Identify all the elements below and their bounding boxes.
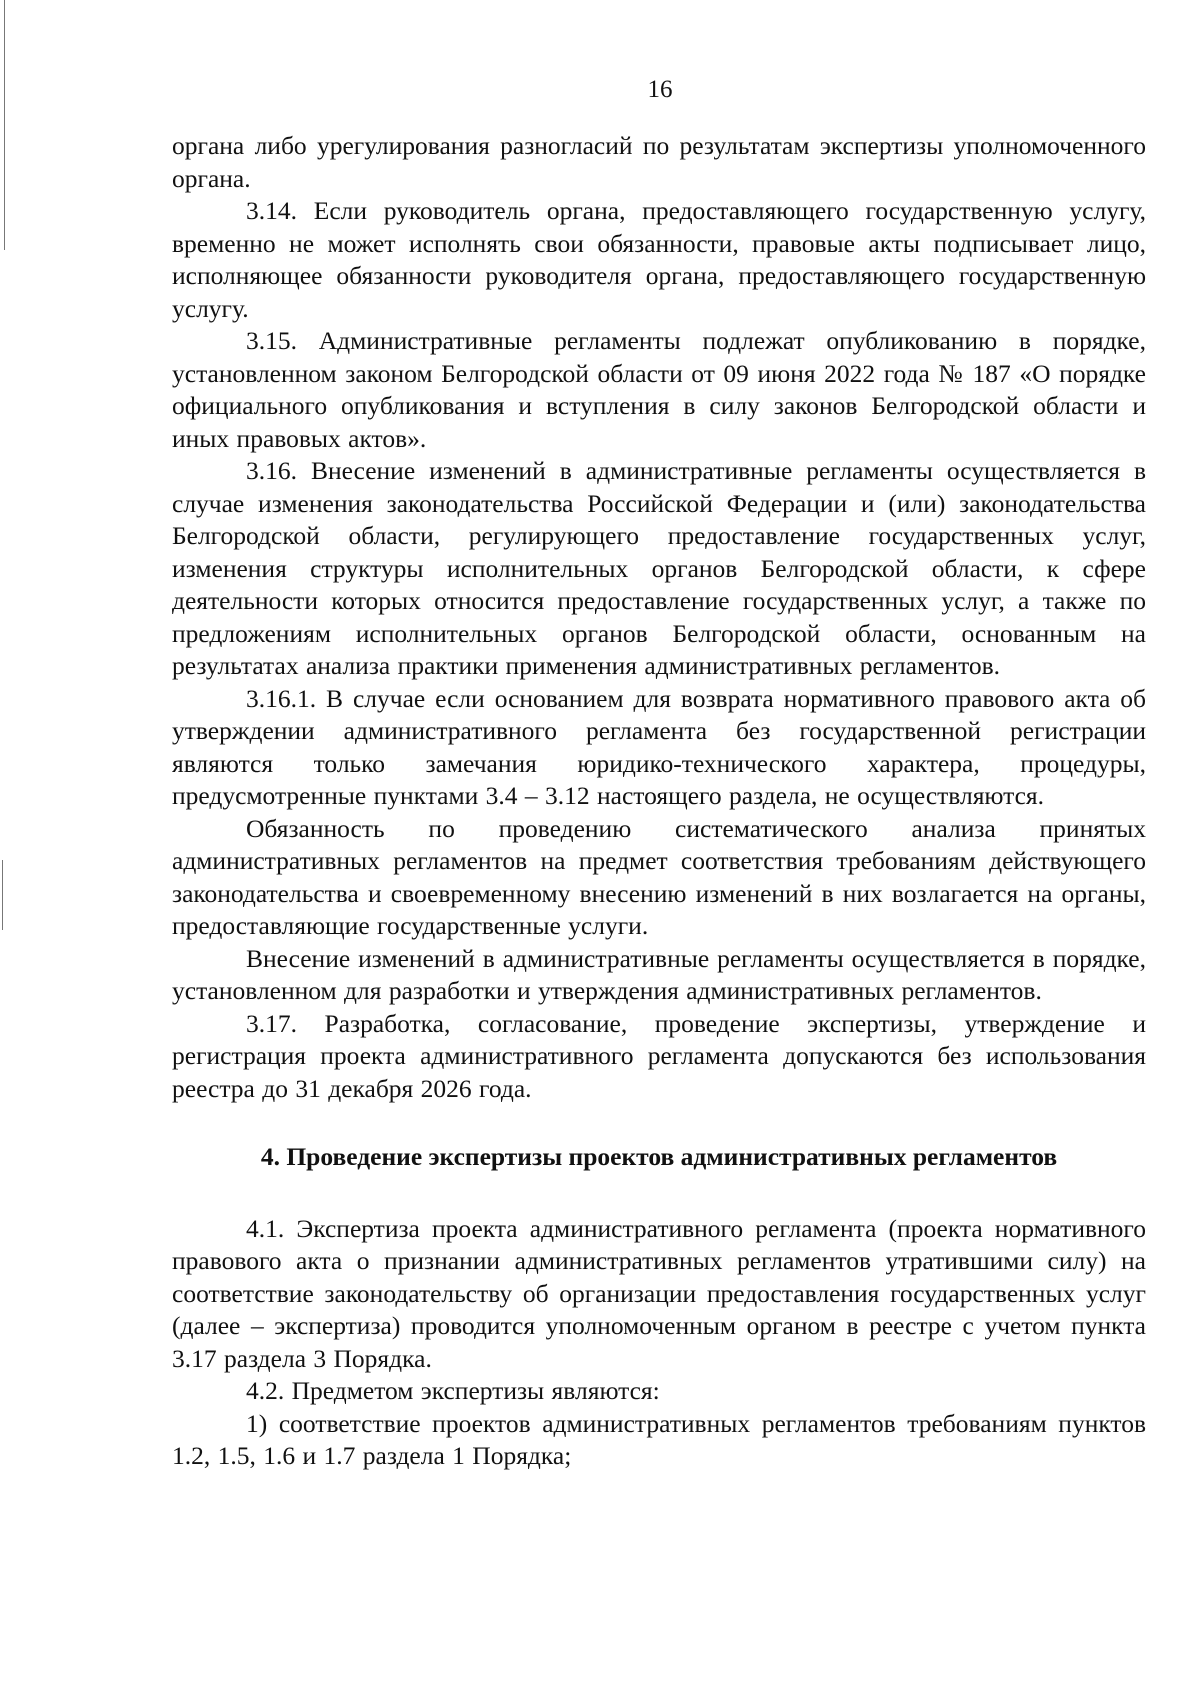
paragraph-3-14: 3.14. Если руководитель органа, предоставляющего государственную услугу, временно не может исполнять свои обязанности, правовые акты подписывает лицо, исполняющее обязанности руководителя органа, предоставляющего государственную услугу. — [172, 196, 1146, 323]
paragraph-3-16: 3.16. Внесение изменений в административные регламенты осуществляется в случае изменения законодательства Российской Федерации и (или) законодательства Белгородской области, регулирующего предоставление государственных услуг, изменения структуры исполнительных органов Белгородской области, к сфере деятельности которых относится предоставление государственных услуг, а также по предложениям исполнительных органов Белгородской области, основанным на результатах анализа практики применения административных регламентов. — [172, 456, 1146, 680]
paragraph-4-1: 4.1. Экспертиза проекта административного регламента (проекта нормативного правового акта о признании административных регламентов утратившими силу) на соответствие законодательству об организации предоставления государственных услуг (далее – экспертиза) проводится уполномоченным органом в реестре с учетом пункта 3.17 раздела 3 Порядка. — [172, 1213, 1146, 1373]
paragraph: Внесение изменений в административные регламенты осуществляется в порядке, установленном для разработки и утверждения административных регламентов. — [172, 943, 1146, 1005]
paragraph: органа либо урегулирования разногласий по результатам экспертизы уполномоченного органа. — [172, 131, 1146, 193]
paragraph: Обязанность по проведению систематического анализа принятых административных регламентов на предмет соответствия требованиям действующего законодательства и своевременному внесению изменений в них возлагается на органы, предоставляющие государственные услуги. — [172, 813, 1146, 940]
scan-edge-mark — [2, 860, 3, 930]
paragraph-4-2: 4.2. Предметом экспертизы являются: — [246, 1376, 660, 1405]
paragraph-3-15: 3.15. Административные регламенты подлежат опубликованию в порядке, установленном законом Белгородской области от 09 июня 2022 года № 187 «О порядке официального опубликования и вступления в силу законов Белгородской области и иных правовых актов». — [172, 326, 1146, 453]
page-number: 16 — [647, 76, 673, 103]
document-body — [172, 130, 1146, 1473]
paragraph-3-16-1: 3.16.1. В случае если основанием для возврата нормативного правового акта об утверждении административного регламента без государственной регистрации являются только замечания юридико-технического характера, процедуры, предусмотренные пунктами 3.4 – 3.12 настоящего раздела, не осуществляются. — [172, 683, 1146, 810]
list-item: 1) соответствие проектов административных регламентов требованиям пунктов 1.2, 1.5, 1.6 и 1.7 раздела 1 Порядка; — [172, 1408, 1146, 1470]
section-heading: 4. Проведение экспертизы проектов административных регламентов — [260, 1142, 1058, 1171]
scan-edge-mark — [4, 0, 5, 250]
paragraph-3-17: 3.17. Разработка, согласование, проведение экспертизы, утверждение и регистрация проекта административного регламента допускаются без использования реестра до 31 декабря 2026 года. — [172, 1008, 1146, 1103]
